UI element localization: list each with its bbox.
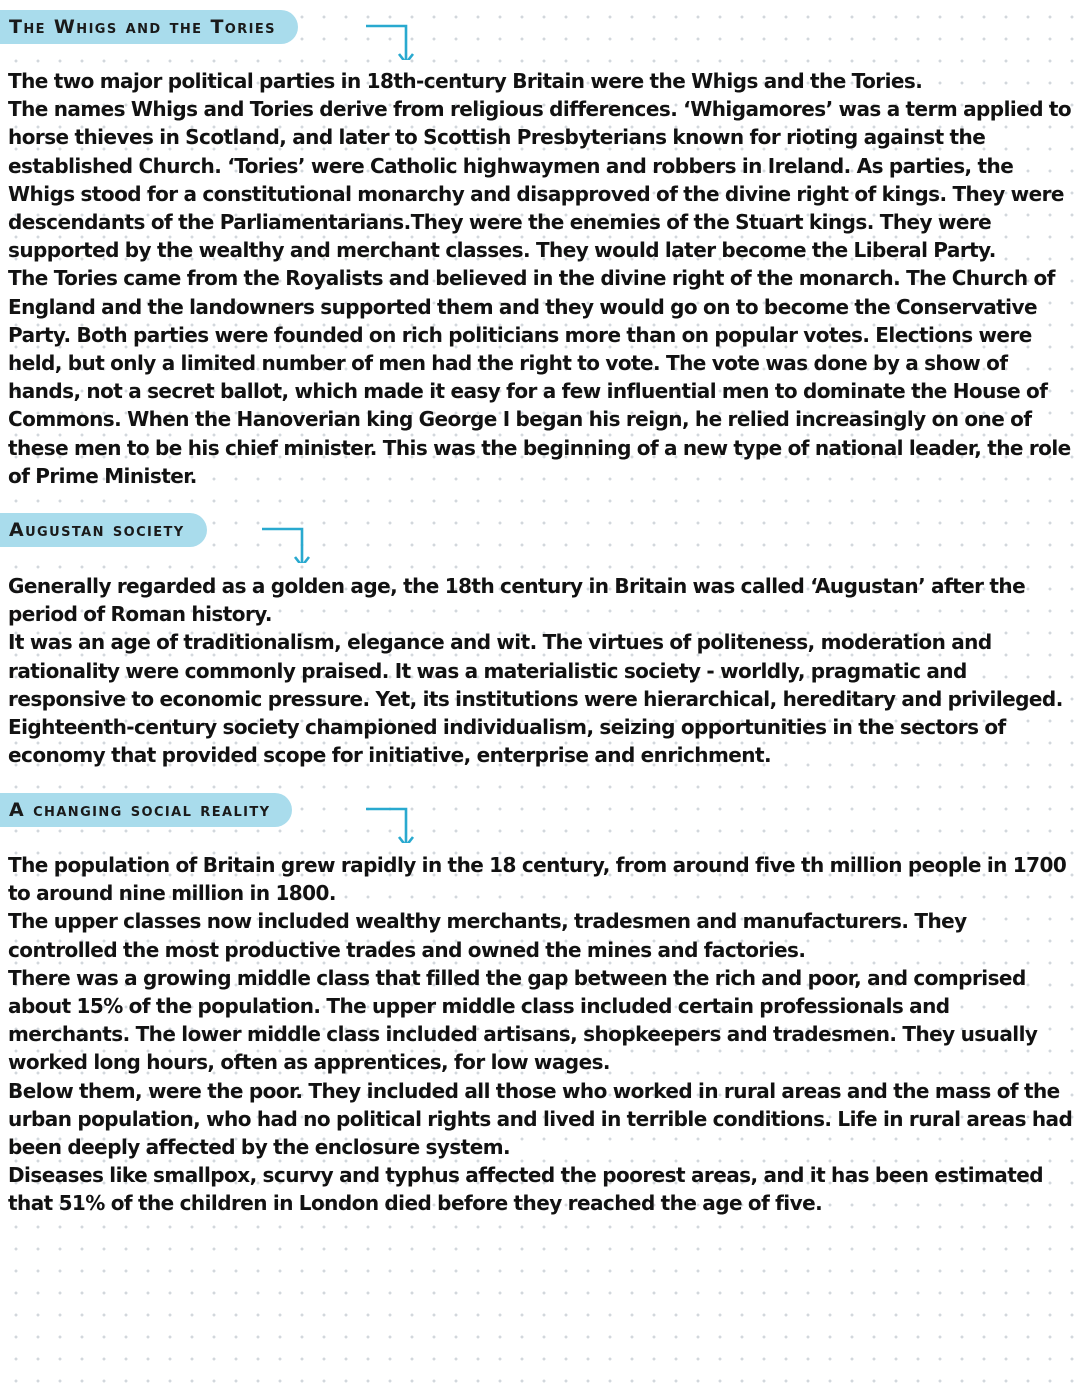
down-arrow-icon [364,799,422,843]
section-body [8,67,1074,490]
paragraph: The population of Britain grew rapidly in the 18 century, from around five th million people in 1700 to around nine million in 1800. [8,853,1067,906]
section-changing-social-reality [0,793,1080,1216]
paragraph: Diseases like smallpox, scurvy and typhus affected the poorest areas, and it has been estimated that 51% of the children in London died before they reached the age of five. [8,1163,1044,1216]
down-arrow-icon [260,519,318,563]
section-heading: The Whigs and the Tories [0,10,298,44]
paragraph: The Tories came from the Royalists and believed in the divine right of the monarch. The Church of England and the landowners supported them and they would go on to become the Conservative Party. Both parties were founded on rich politicians more than on popular votes. Elections were held, but only a limited number of men had the right to vote. The vote was done by a show of hands, not a secret ballot, which made it easy for a few influential men to dominate the House of Commons. When the Hanoverian king George I began his reign, he relied increasingly on one of these men to be his chief minister. This was the beginning of a new type of national leader, the role of Prime Minister. [8,266,1071,488]
paragraph: The two major political parties in 18th-century Britain were the Whigs and the Tories. [8,69,923,93]
paragraph: The names Whigs and Tories derive from religious differences. ‘Whigamores’ was a term applied to horse thieves in Scotland, and later to Scottish Presbyterians known for rioting against the established Church. ‘Tories’ were Catholic highwaymen and robbers in Ireland. As parties, the Whigs stood for a constitutional monarchy and disapproved of the divine right of kings. They were descendants of the Parliamentarians.They were the enemies of the Stuart kings. They were supported by the wealthy and merchant classes. They would later become the Liberal Party. [8,97,1072,263]
paragraph: It was an age of traditionalism, elegance and wit. The virtues of politeness, moderation and rationality were commonly praised. It was a materialistic society - worldly, pragmatic and responsive to economic pressure. Yet, its institutions were hierarchical, hereditary and privileged. Eighteenth-century society championed individualism, seizing opportunities in the sectors of economy that provided scope for initiative, enterprise and enrichment. [8,630,1063,768]
section-heading-row [0,10,1080,44]
paragraph: There was a growing middle class that filled the gap between the rich and poor, and comprised about 15% of the population. The upper middle class included certain professionals and merchants. The lower middle class included artisans, shopkeepers and tradesmen. They usually worked long hours, often as apprentices, for low wages. [8,965,1038,1075]
down-arrow-icon [364,16,422,60]
section-heading-row [0,513,1080,547]
section-heading: Augustan society [0,513,207,547]
paragraph: Below them, were the poor. They included all those who worked in rural areas and the mass of the urban population, who had no political rights and lived in terrible conditions. Life in rural areas had been deeply affected by the enclosure system. [8,1078,1073,1160]
paragraph: Generally regarded as a golden age, the 18th century in Britain was called ‘Augustan’ after the period of Roman history. [8,574,1026,627]
section-heading: A changing social reality [0,793,292,827]
section-body [8,572,1074,769]
section-heading-row [0,793,1080,827]
section-body [8,851,1074,1218]
section-whigs-tories [0,10,1080,488]
paragraph: The upper classes now included wealthy merchants, tradesmen and manufacturers. They controlled the most productive trades and owned the mines and factories. [8,909,967,962]
section-augustan-society [0,513,1080,768]
